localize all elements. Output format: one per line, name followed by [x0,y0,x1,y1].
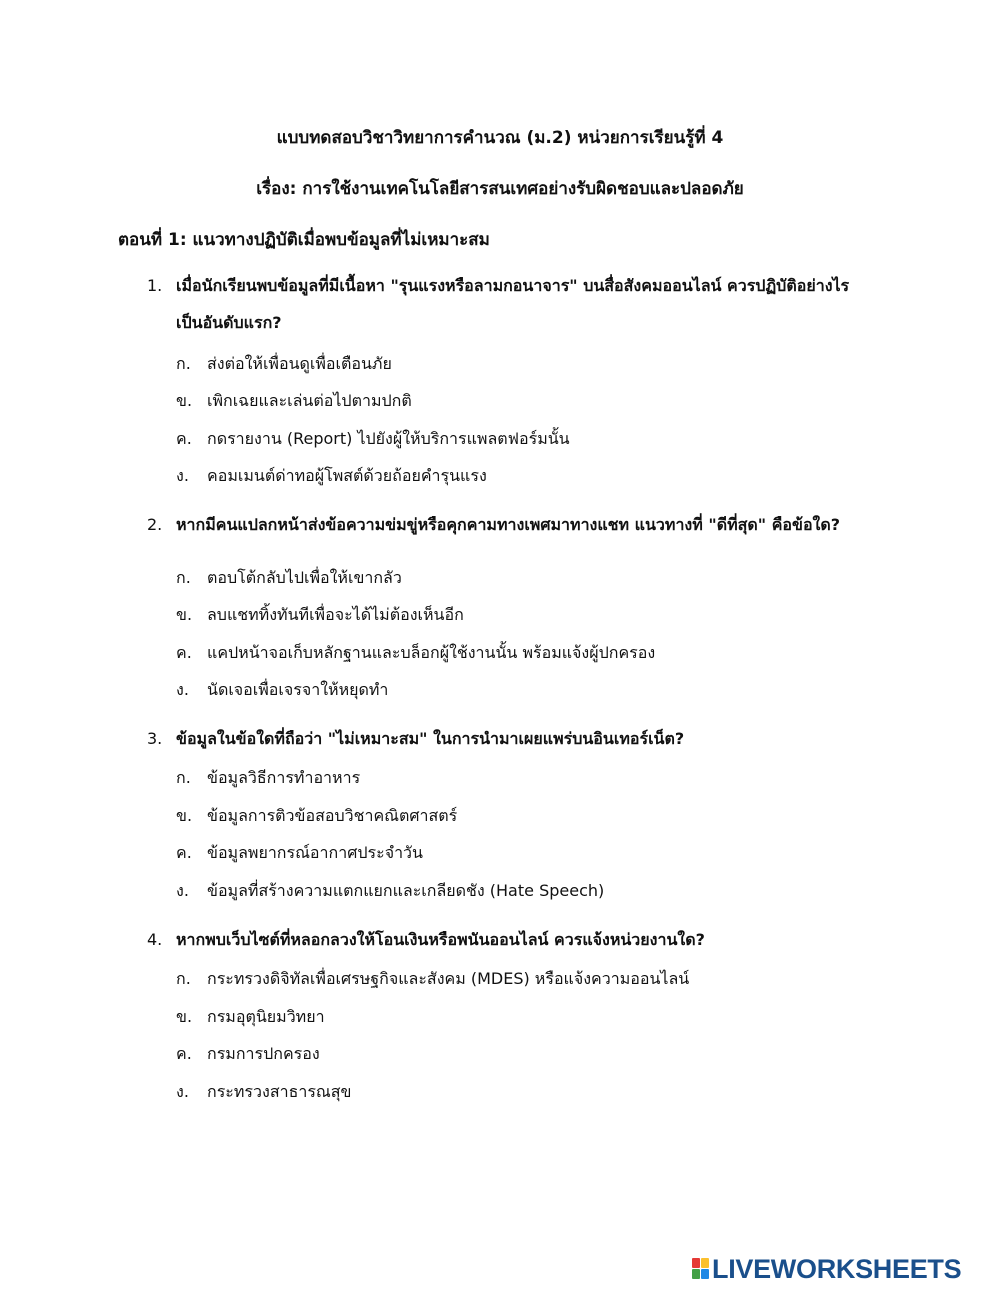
option-letter: ง. [176,881,189,900]
option-text: ข้อมูลการติวข้อสอบวิชาคณิตศาสตร์ [207,806,458,825]
option-letter: ง. [176,680,189,699]
option-letter: ค. [176,643,192,662]
worksheet-subtitle: เรื่อง: การใช้งานเทคโนโลยีสารสนเทศอย่างรับผิดชอบและปลอดภัย [256,179,744,199]
option-text: นัดเจอเพื่อเจรจาให้หยุดทำ [207,680,389,699]
option-letter: ข. [176,391,193,410]
logo-square-yellow-icon [701,1258,709,1268]
option-text: กรมการปกครอง [207,1044,320,1063]
option-letter: ค. [176,429,192,448]
question-text-line: หากพบเว็บไซต์ที่หลอกลวงให้โอนเงินหรือพนันออนไลน์ ควรแจ้งหน่วยงานใด? [176,930,705,949]
option-letter: ข. [176,1007,193,1026]
question-text-line: ข้อมูลในข้อใดที่ถือว่า "ไม่เหมาะสม" ในการนำมาเผยแพร่บนอินเทอร์เน็ต? [176,729,685,748]
option-text: เพิกเฉยและเล่นต่อไปตามปกติ [207,391,412,410]
option-text: แคปหน้าจอเก็บหลักฐานและบล็อกผู้ใช้งานนั้น พร้อมแจ้งผู้ปกครอง [207,643,656,662]
question-text-line: หากมีคนแปลกหน้าส่งข้อความข่มขู่หรือคุกคามทางเพศมาทางแชท แนวทางที่ "ดีที่สุด" คือข้อใด? [176,515,841,534]
option-text: ข้อมูลพยากรณ์อากาศประจำวัน [207,843,423,862]
worksheet-title: แบบทดสอบวิชาวิทยาการคำนวณ (ม.2) หน่วยการเรียนรู้ที่ 4 [276,128,724,148]
logo-squares-icon [692,1258,709,1280]
option-text: กระทรวงสาธารณสุข [207,1082,352,1101]
option-letter: ก. [176,768,191,787]
option-letter: ข. [176,605,193,624]
section-title: ตอนที่ 1: แนวทางปฏิบัติเมื่อพบข้อมูลที่ไม่เหมาะสม [118,230,490,250]
logo-text: LIVEWORKSHEETS [712,1254,962,1284]
question-number: 3. [147,729,163,748]
option-letter: ค. [176,843,192,862]
option-letter: ง. [176,1082,189,1101]
option-text: ข้อมูลที่สร้างความแตกแยกและเกลียดชัง (Hate Speech) [207,881,605,900]
logo-square-red-icon [692,1258,700,1268]
option-text: ตอบโต้กลับไปเพื่อให้เขากลัว [207,568,402,587]
option-text: ส่งต่อให้เพื่อนดูเพื่อเตือนภัย [207,354,392,373]
option-text: ข้อมูลวิธีการทำอาหาร [207,768,361,787]
question-text-line: เป็นอันดับแรก? [176,313,282,332]
question-number: 4. [147,930,163,949]
option-letter: ก. [176,354,191,373]
logo-square-blue-icon [701,1269,709,1279]
option-letter: ก. [176,568,191,587]
option-letter: ก. [176,969,191,988]
option-text: กดรายงาน (Report) ไปยังผู้ให้บริการแพลตฟอร์มนั้น [207,429,570,448]
logo-square-green-icon [692,1269,700,1279]
question-number: 2. [147,515,163,534]
option-text: กรมอุตุนิยมวิทยา [207,1007,325,1026]
option-letter: ค. [176,1044,192,1063]
liveworksheets-logo [692,1254,961,1284]
question-number: 1. [147,276,163,295]
option-text: ลบแชททิ้งทันทีเพื่อจะได้ไม่ต้องเห็นอีก [207,605,464,624]
option-text: คอมเมนต์ด่าทอผู้โพสต์ด้วยถ้อยคำรุนแรง [207,466,487,485]
option-letter: ง. [176,466,189,485]
option-text: กระทรวงดิจิทัลเพื่อเศรษฐกิจและสังคม (MDES) หรือแจ้งความออนไลน์ [207,969,690,988]
option-letter: ข. [176,806,193,825]
question-text-line: เมื่อนักเรียนพบข้อมูลที่มีเนื้อหา "รุนแรงหรือลามกอนาจาร" บนสื่อสังคมออนไลน์ ควรปฏิบัติอย่างไร [176,276,850,295]
